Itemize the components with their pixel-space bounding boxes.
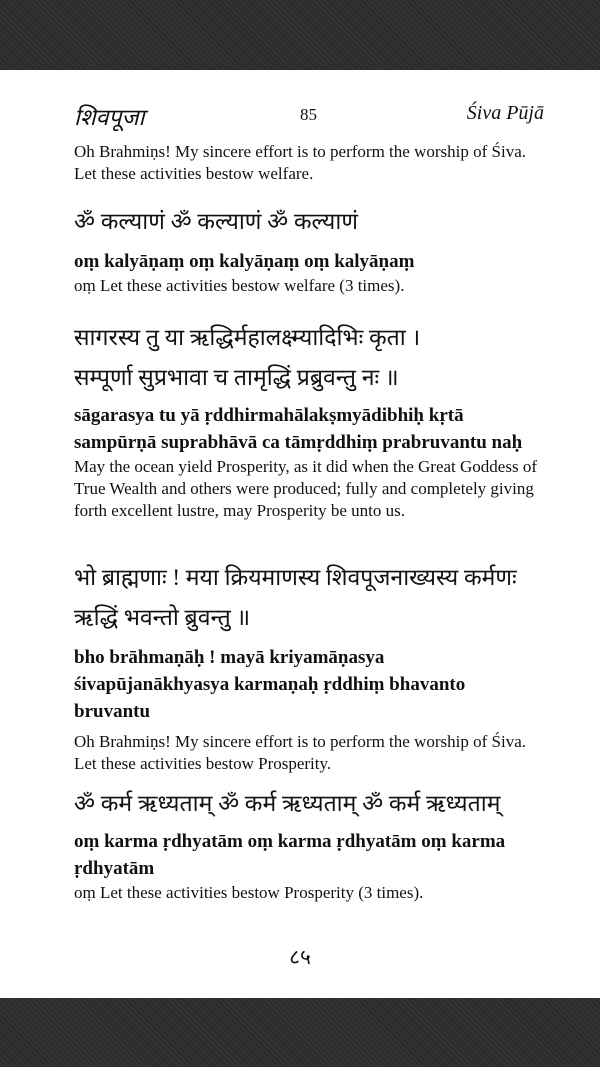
verse-4-transliteration: oṃ karma ṛdhyatām oṃ karma ṛdhyatām oṃ karma ṛdhyatām [74,831,506,879]
verse-4-translation: oṃ Let these activities bestow Prosperity (3 times). [74,883,424,902]
verse-2 [74,318,544,522]
verse-2-devanagari-line-1: सागरस्य तु या ऋद्धिर्महालक्ष्म्यादिभिः कृता । [74,325,421,350]
book-page [0,70,600,998]
intro-section [74,141,544,185]
header-left-title: शिवपूजा [74,105,145,130]
verse-3-devanagari-line-1: भो ब्राह्मणाः ! मया क्रियमाणस्य शिवपूजनाख्यस्य कर्मणः [74,565,517,590]
bottom-bar [0,998,600,1067]
verse-2-transliteration-line-2: sampūrṇā suprabhāvā ca tāmṛddhiṃ prabruvantu naḥ [74,432,523,453]
verse-3-devanagari-line-2: ऋद्धिं भवन्तो ब्रुवन्तु ॥ [74,605,251,630]
verse-1 [74,202,544,297]
header-right-title: Śiva Pūjā [466,102,544,124]
verse-3-transliteration: bho brāhmaṇāḥ ! mayā kriyamāṇasya śivapūjanākhyasya karmaṇaḥ ṛddhiṃ bhavanto bruvantu [74,647,466,722]
verse-3-translation: Oh Brahmiṇs! My sincere effort is to perform the worship of Śiva. Let these activities bestow Prosperity. [74,732,526,773]
verse-3 [74,558,544,775]
verse-4 [74,784,544,904]
verse-2-translation: May the ocean yield Prosperity, as it did when the Great Goddess of True Wealth and others were produced; fully and completely giving forth excellent lustre, may Prosperity be unto us. [74,457,537,520]
page-header [74,100,544,130]
top-bar [0,0,600,70]
header-page-number: 85 [300,105,317,124]
footer-page-number: ८५ [289,945,311,969]
intro-text: Oh Brahmiṇs! My sincere effort is to perform the worship of Śiva. Let these activities bestow welfare. [74,142,526,183]
verse-2-transliteration-line-1: sāgarasya tu yā ṛddhirmahālakṣmyādibhiḥ kṛtā [74,405,464,426]
verse-4-devanagari: ॐ कर्म ऋध्यताम् ॐ कर्म ऋध्यताम् ॐ कर्म ऋध्यताम् [74,791,501,816]
verse-1-transliteration: oṃ kalyāṇaṃ oṃ kalyāṇaṃ oṃ kalyāṇaṃ [74,251,415,272]
verse-1-devanagari: ॐ कल्याणं ॐ कल्याणं ॐ कल्याणं [74,209,358,234]
verse-2-devanagari-line-2: सम्पूर्णा सुप्रभावा च तामृद्धिं प्रब्रुवन्तु नः ॥ [74,365,399,390]
verse-1-translation: oṃ Let these activities bestow welfare (3 times). [74,276,405,295]
